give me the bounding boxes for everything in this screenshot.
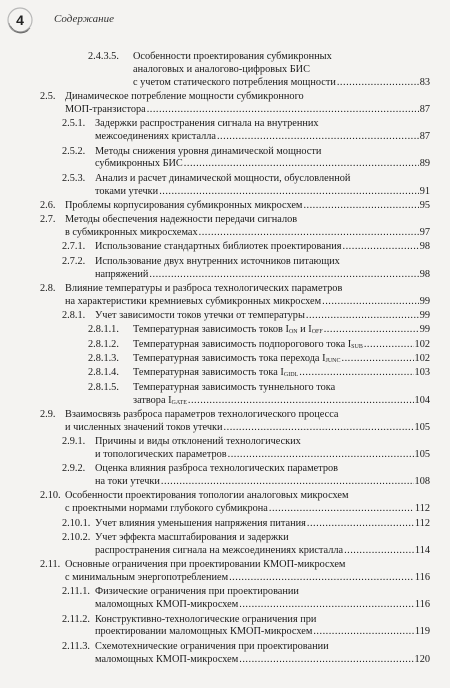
toc-text-fragment: Использование двух внутренних источников питающих: [95, 255, 340, 267]
toc-entry[interactable]: [40, 558, 345, 571]
toc-entry-continuation: [95, 130, 430, 143]
toc-entry[interactable]: [62, 585, 299, 598]
toc-entry-number: 2.7.1.: [62, 241, 86, 253]
toc-entry-title: [95, 544, 343, 557]
toc-page-number: 104: [414, 394, 430, 406]
toc-page-number: 112: [414, 517, 430, 529]
toc-page-number: 103: [414, 367, 430, 379]
toc-entry-title: [65, 559, 345, 570]
toc-text-fragment: Динамическое потребление мощности субмикронного: [65, 91, 304, 103]
toc-text-fragment: с минимальным энергопотреблением: [65, 572, 229, 583]
toc-entry-continuation: [95, 475, 430, 488]
toc-text-fragment: маломощных КМОП-микросхем: [95, 653, 239, 665]
toc-entry-number: 2.8.1.5.: [88, 381, 119, 393]
toc-entry-title: [65, 214, 297, 225]
toc-entry-title: [95, 146, 321, 157]
toc-text-fragment: проектировании маломощных КМОП-микросхем: [95, 626, 313, 638]
toc-entry-title: [95, 268, 148, 281]
toc-entry[interactable]: [62, 640, 329, 653]
toc-leader-dots: [303, 199, 418, 212]
toc-entry-number: 2.11.: [40, 559, 61, 571]
toc-entry-number: 2.8.1.4.: [88, 367, 119, 379]
toc-leader-dots: [342, 352, 414, 365]
toc-entry-number: 2.6.: [40, 199, 56, 211]
toc-leader-dots: [344, 544, 414, 557]
toc-leader-dots: [299, 366, 413, 379]
toc-entry-number: 2.5.2.: [62, 145, 86, 157]
toc-page-number: 99: [419, 310, 430, 322]
toc-text-fragment: Использование стандартных библиотек проектирования: [95, 241, 342, 253]
toc-leader-dots: [147, 103, 419, 116]
toc-entry-number: 2.11.1.: [62, 586, 90, 598]
toc-entry-title: [95, 598, 238, 611]
toc-leader-dots: [307, 517, 414, 530]
toc-entry[interactable]: [62, 117, 319, 130]
toc-page-number: 120: [414, 653, 430, 665]
toc-page-number: 108: [414, 476, 430, 488]
toc-text-fragment: в субмикронных микросхемах: [65, 227, 198, 239]
toc-entry-title: [95, 625, 312, 638]
toc-entry-title: [133, 76, 336, 89]
toc-text-fragment: с учетом статического потребления мощности: [133, 76, 336, 88]
toc-text-fragment: Анализ и расчет динамической мощности, обусловленной: [95, 172, 351, 184]
toc-text-fragment: маломощных КМОП-микросхем: [95, 599, 239, 611]
toc-page-number: 102: [414, 338, 430, 350]
toc-text-fragment: Особенности проектирования субмикронных: [133, 51, 332, 62]
toc-text-fragment: МОП-транзистора: [65, 104, 146, 115]
toc-entry-title: [95, 436, 301, 447]
toc-subscript: SUB: [351, 343, 363, 350]
toc-entry-continuation: [95, 625, 430, 638]
toc-entry[interactable]: [62, 462, 338, 475]
toc-entry-continuation: [95, 185, 430, 198]
toc-entry-number: 2.5.3.: [62, 172, 86, 184]
toc-leader-dots: [199, 226, 419, 239]
toc-text-fragment: затвора I: [133, 394, 172, 406]
toc-entry-title: [65, 199, 302, 212]
toc-entry-number: 2.10.1.: [62, 517, 91, 529]
toc-page-number: 83: [419, 76, 430, 88]
toc-leader-dots: [224, 421, 414, 434]
toc-entry-number: 2.4.3.5.: [88, 51, 119, 62]
page-number: 4: [16, 12, 24, 28]
toc-entry-number: 2.8.1.3.: [88, 353, 119, 364]
toc-entry-title: [65, 490, 349, 501]
toc-entry-title: [95, 532, 289, 543]
toc-entry-continuation: [65, 103, 430, 116]
toc-entry-number: 2.8.: [40, 282, 56, 294]
toc-entry-title: [95, 517, 306, 530]
toc-subscript: ON: [288, 329, 298, 336]
toc-entry-title: [65, 421, 223, 434]
toc-page-number: 98: [419, 241, 430, 253]
toc-leader-dots: [149, 268, 418, 281]
toc-text-fragment: с проектными нормами глубокого субмикрона: [65, 503, 268, 515]
toc-leader-dots: [184, 157, 419, 170]
toc-entry[interactable]: [62, 531, 289, 544]
toc-entry[interactable]: [88, 50, 332, 63]
toc-entry-title: [95, 118, 319, 129]
toc-text-fragment: Основные ограничения при проектировании КМОП-микросхем: [65, 559, 346, 571]
toc-entry-continuation: [65, 421, 430, 434]
toc-leader-dots: [322, 295, 419, 308]
toc-text-fragment: Температурная зависимость тока перехода I: [133, 353, 326, 364]
toc-entry-continuation: [95, 653, 430, 666]
toc-page-number: 114: [414, 544, 430, 556]
toc-leader-dots: [306, 309, 419, 322]
toc-entry-number: 2.7.2.: [62, 255, 86, 267]
toc-entry[interactable]: [62, 145, 321, 158]
toc-text-fragment: Задержки распространения сигнала на внутренних: [95, 118, 319, 130]
toc-entry-title: [65, 409, 338, 420]
toc-entry-continuation: [133, 76, 430, 89]
toc-entry-number: 2.10.2.: [62, 531, 91, 543]
toc-page-number: 102: [414, 353, 430, 364]
toc-entry-title: [95, 614, 316, 625]
toc-entry[interactable]: [62, 309, 430, 322]
toc-text-fragment: токами утечки: [95, 185, 159, 197]
toc-entry-title: [95, 309, 305, 322]
toc-text-fragment: на токи утечки: [95, 476, 160, 488]
running-header-title: Содержание: [54, 13, 115, 25]
toc-entry-number: 2.9.1.: [62, 436, 86, 447]
toc-entry-title: [95, 185, 158, 198]
toc-text-fragment: Причины и виды отклонений технологических: [95, 436, 301, 447]
toc-text-fragment: Конструктивно-технологические ограничения при: [95, 613, 317, 625]
toc-entry-continuation: [95, 157, 430, 170]
toc-leader-dots: [188, 394, 414, 407]
toc-text-fragment: Особенности проектирования топологии аналоговых микросхем: [65, 490, 349, 502]
toc-page-number: 99: [419, 324, 430, 336]
toc-entry-continuation: [65, 295, 430, 308]
toc-page-number: 97: [419, 227, 430, 239]
toc-text-fragment: на характеристики кремниевых субмикронных микросхем: [65, 295, 322, 307]
toc-text-fragment: межсоединениях кристалла: [95, 131, 216, 143]
toc-page-number: 98: [419, 268, 430, 280]
toc-text-fragment: распространения сигнала на межсоединениях кристалла: [95, 544, 344, 556]
toc-entry[interactable]: [40, 408, 338, 421]
toc-entry-number: 2.5.: [40, 91, 56, 103]
toc-text-fragment: Температурная зависимость туннельного тока: [133, 381, 336, 393]
toc-entry-continuation: [133, 63, 310, 76]
toc-entry-title: [95, 173, 350, 184]
toc-page-number: 116: [414, 572, 430, 583]
toc-leader-dots: [159, 185, 419, 198]
toc-entry-number: 2.10.: [40, 490, 61, 502]
toc-page-number: 112: [414, 503, 430, 515]
toc-entry-continuation: [95, 268, 430, 281]
toc-text-fragment: Проблемы корпусирования субмикронных микросхем: [65, 199, 303, 211]
toc-entry-continuation: [65, 571, 430, 584]
toc-leader-dots: [343, 240, 419, 253]
page-header: [0, 0, 450, 40]
toc-text-fragment: аналоговых и аналогово-цифровых БИС: [133, 63, 310, 75]
toc-entry-number: 2.9.: [40, 408, 56, 420]
toc-entry-continuation: [95, 448, 430, 461]
toc-entry-title: [65, 502, 268, 515]
toc-entry-number: 2.9.2.: [62, 463, 86, 475]
toc-entry-continuation: [65, 502, 430, 515]
toc-page-number: 91: [419, 185, 430, 197]
toc-entry-title: [65, 91, 304, 102]
toc-text-fragment: и численных значений токов утечки: [65, 421, 223, 433]
toc-text-fragment: Методы снижения уровня динамической мощности: [95, 145, 322, 157]
toc-text-fragment: Температурная зависимость подпорогового тока I: [133, 338, 352, 350]
toc-leader-dots: [217, 130, 419, 143]
toc-entry-title: [95, 475, 160, 488]
toc-entry-title: [65, 295, 321, 308]
toc-entry-title: [95, 157, 183, 170]
toc-entry-title: [95, 641, 329, 652]
page-number-badge: [6, 6, 34, 34]
toc-entry-number: 2.8.1.: [62, 310, 86, 322]
toc-text-fragment: Оценка влияния разброса технологических параметров: [95, 463, 338, 475]
toc-page-number: 116: [414, 599, 430, 611]
toc-text-fragment: Температурная зависимость токов I: [133, 324, 289, 336]
toc-entry-title: [95, 463, 338, 474]
toc-text-fragment: и топологических параметров: [95, 448, 227, 460]
toc-text-fragment: Схемотехнические ограничения при проектировании: [95, 640, 329, 652]
toc-entry[interactable]: [62, 435, 301, 448]
toc-entry[interactable]: [62, 240, 430, 253]
toc-subscript: GATE: [171, 399, 187, 406]
toc-entry-title: [65, 283, 342, 294]
toc-entry-continuation: [95, 598, 430, 611]
toc-text-fragment: Учет эффекта масштабирования и задержки: [95, 531, 289, 543]
toc-entry[interactable]: [40, 90, 304, 103]
toc-entry[interactable]: [40, 199, 430, 212]
toc-page-number: 99: [419, 295, 430, 307]
toc-leader-dots: [228, 448, 414, 461]
toc-text-fragment: Взаимосвязь разброса параметров технологического процесса: [65, 408, 339, 420]
toc-leader-dots: [313, 625, 414, 638]
toc-text-fragment: Учет зависимости токов утечки от температуры: [95, 310, 305, 322]
toc-entry-title: [95, 586, 299, 597]
toc-text-fragment: Влияние температуры и разброса технологических параметров: [65, 282, 343, 294]
toc-leader-dots: [269, 502, 414, 515]
toc-entry-title: [95, 256, 340, 267]
toc-entry-number: 2.11.2.: [62, 613, 90, 625]
toc-text-fragment: и I: [297, 324, 312, 336]
toc-page-number: 105: [414, 448, 430, 460]
toc-entry[interactable]: [62, 613, 316, 626]
toc-entry-number: 2.5.1.: [62, 118, 86, 130]
toc-entry[interactable]: [88, 381, 335, 394]
toc-entry-title: [95, 240, 342, 253]
toc-text-fragment: Температурная зависимость тока I: [133, 367, 284, 379]
toc-entry[interactable]: [62, 255, 340, 268]
toc-text-fragment: Методы обеспечения надежности передачи сигналов: [65, 214, 298, 226]
toc-entry-title: [95, 130, 216, 143]
toc-entry-number: 2.8.1.2.: [88, 338, 119, 350]
toc-entry-title: [133, 382, 335, 393]
toc-entry[interactable]: [62, 172, 350, 185]
toc-entry[interactable]: [40, 489, 349, 502]
toc-page-number: 119: [414, 626, 430, 638]
toc-leader-dots: [239, 653, 413, 666]
toc-entry-title: [133, 51, 332, 62]
toc-entry-number: 2.7.: [40, 214, 56, 226]
toc-entry-title: [65, 571, 228, 584]
toc-page-number: 87: [419, 131, 430, 143]
toc-leader-dots: [364, 338, 414, 351]
toc-text-fragment: напряжений: [95, 268, 149, 280]
toc-text-fragment: Учет влияния уменьшения напряжения питания: [95, 517, 306, 529]
toc-text-fragment: Физические ограничения при проектировании: [95, 586, 299, 598]
toc-subscript: GIDL: [283, 372, 299, 379]
toc-entry-title: [95, 448, 227, 461]
toc-page-number: 95: [419, 199, 430, 211]
toc-leader-dots: [239, 598, 414, 611]
toc-leader-dots: [229, 571, 414, 584]
toc-subscript: OFF: [311, 329, 323, 336]
toc-page-number: 105: [414, 421, 430, 433]
toc-leader-dots: [337, 76, 419, 89]
toc-entry-title: [133, 64, 310, 75]
toc-entry-number: 2.11.3.: [62, 640, 90, 652]
toc-entry-continuation: [65, 226, 430, 239]
toc-text-fragment: субмикронных БИС: [95, 158, 183, 170]
toc-entry[interactable]: [40, 282, 342, 295]
toc-page-number: 87: [419, 104, 430, 115]
toc-entry-title: [65, 103, 146, 116]
toc-leader-dots: [161, 475, 414, 488]
toc-subscript: JUNC: [325, 358, 341, 364]
toc-entry-title: [65, 226, 198, 239]
toc-page-number: 89: [419, 158, 430, 170]
toc-entry-title: [95, 653, 238, 666]
toc-entry-continuation: [95, 544, 430, 557]
toc-entry[interactable]: [62, 517, 430, 530]
toc-entry[interactable]: [40, 213, 297, 226]
toc-leader-dots: [324, 323, 419, 336]
toc-entry-number: 2.8.1.1.: [88, 324, 119, 336]
